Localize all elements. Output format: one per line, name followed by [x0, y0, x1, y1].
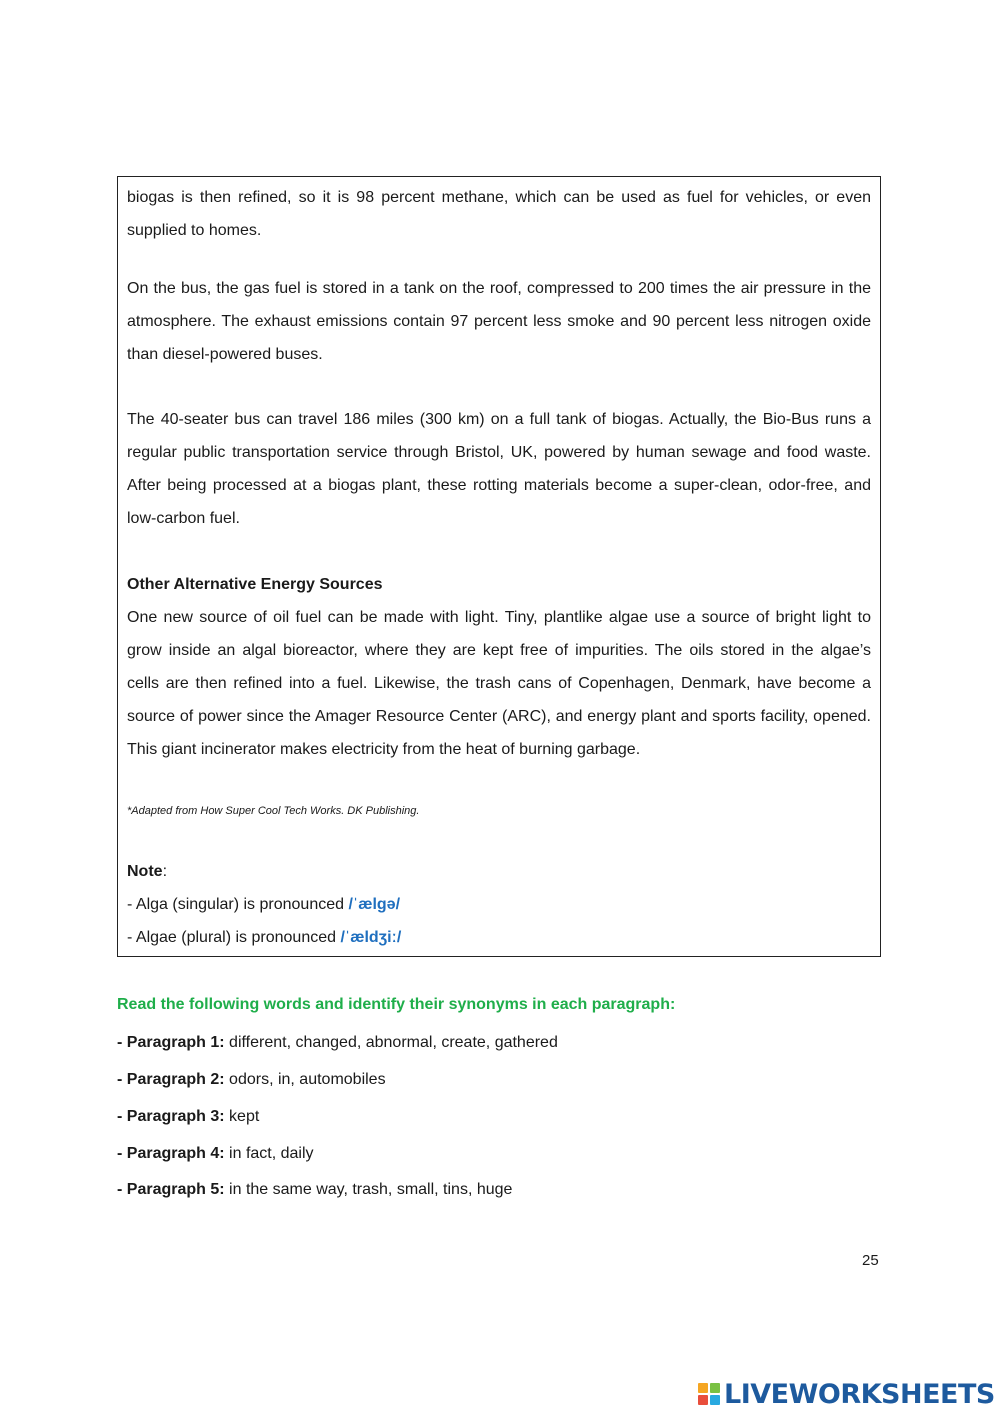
exercise-item-words: in fact, daily [224, 1145, 314, 1162]
logo-square [698, 1395, 708, 1405]
text-line: grow inside an algal bioreactor, where they are kept free of impurities. The oils stored in the algae’s [127, 642, 871, 659]
text-line: regular public transportation service through Bristol, UK, powered by human sewage and food waste. [127, 444, 871, 461]
note-line-1 [127, 888, 871, 921]
text-line: After being processed at a biogas plant, these rotting materials become a super-clean, odor-free, and [127, 477, 871, 494]
exercise-item-label: - Paragraph 5: [117, 1181, 225, 1198]
text-line: On the bus, the gas fuel is stored in a tank on the roof, compressed to 200 times the air pressure in the [127, 280, 871, 297]
exercise-item-words: odors, in, automobiles [224, 1071, 386, 1088]
exercise-item-words: different, changed, abnormal, create, gathered [224, 1034, 558, 1051]
logo-text: LIVEWORKSHEETS [724, 1378, 995, 1410]
exercise-item-label: - Paragraph 2: [117, 1071, 225, 1088]
exercise-title: Read the following words and identify their synonyms in each paragraph: [117, 996, 676, 1013]
text-line: low-carbon fuel. [127, 510, 240, 527]
paragraph-4 [127, 601, 871, 766]
note-line-2 [127, 921, 871, 954]
paragraph-2 [127, 272, 871, 371]
exercise-item [117, 1181, 512, 1199]
text-line: biogas is then refined, so it is 98 percent methane, which can be used as fuel for vehicles, or even [127, 189, 871, 206]
text-line: cells are then refined into a fuel. Likewise, the trash cans of Copenhagen, Denmark, have become a [127, 675, 871, 692]
note-2-text: - Algae (plural) is pronounced [127, 929, 341, 946]
text-line: This giant incinerator makes electricity from the heat of burning garbage. [127, 741, 641, 758]
exercise-item [117, 1034, 558, 1052]
exercise-item [117, 1145, 314, 1163]
liveworksheets-logo[interactable] [698, 1377, 995, 1411]
page-number: 25 [862, 1252, 879, 1269]
exercise-item-label: - Paragraph 3: [117, 1108, 225, 1125]
logo-square [698, 1383, 708, 1393]
logo-grid-icon [698, 1383, 720, 1405]
section-heading: Other Alternative Energy Sources [127, 576, 383, 593]
paragraph-3 [127, 403, 871, 535]
source-citation: *Adapted from How Super Cool Tech Works. DK Publishing. [127, 805, 420, 817]
text-line: One new source of oil fuel can be made with light. Tiny, plantlike algae use a source of bright light to [127, 609, 871, 626]
text-line: source of power since the Amager Resource Center (ARC), and energy plant and sports facility, opened. [127, 708, 871, 725]
exercise-item-words: in the same way, trash, small, tins, huge [224, 1181, 513, 1198]
exercise-item [117, 1071, 386, 1089]
paragraph-1 [127, 181, 871, 247]
reading-text-box [117, 176, 881, 957]
text-line: supplied to homes. [127, 222, 262, 239]
exercise-item-label: - Paragraph 1: [117, 1034, 225, 1051]
note-heading [127, 855, 871, 888]
text-line: atmosphere. The exhaust emissions contain 97 percent less smoke and 90 percent less nitrogen oxide [127, 313, 871, 330]
note-label: Note [127, 863, 163, 880]
note-colon: : [162, 863, 168, 880]
exercise-item-words: kept [224, 1108, 260, 1125]
exercise-item [117, 1108, 259, 1126]
logo-square [710, 1395, 720, 1405]
note-1-text: - Alga (singular) is pronounced [127, 896, 349, 913]
exercise-item-label: - Paragraph 4: [117, 1145, 225, 1162]
logo-square [710, 1383, 720, 1393]
note-1-ipa: /ˈælgə/ [348, 896, 401, 913]
note-2-ipa: /ˈældʒiː/ [340, 929, 402, 946]
text-line: The 40-seater bus can travel 186 miles (300 km) on a full tank of biogas. Actually, the Bio-Bus runs a [127, 411, 871, 428]
text-line: than diesel-powered buses. [127, 346, 323, 363]
